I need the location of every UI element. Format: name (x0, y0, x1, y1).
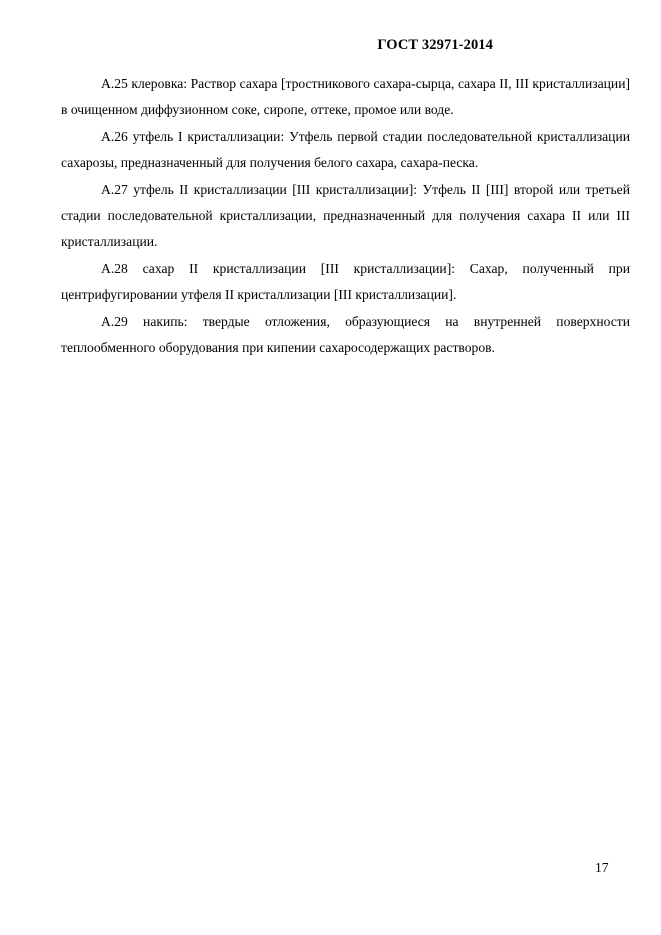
paragraph-text: утфель II кристаллизации [III кристаллизации]: Утфель II [III] второй или третьей стадии последовательной кристаллизации, предназначенный для получения сахара II или III кристаллизации. (61, 181, 630, 250)
paragraph-text: утфель I кристаллизации: Утфель первой стадии последовательной кристаллизации сахарозы, предназначенный для получения белого сахара, сахара-песка. (61, 128, 630, 171)
paragraph-a27 (61, 177, 630, 256)
paragraph-a26 (61, 124, 630, 177)
document-body (61, 71, 630, 361)
paragraph-number: А.26 (101, 128, 128, 144)
paragraph-a28 (61, 256, 630, 309)
paragraph-a29 (61, 309, 630, 362)
paragraph-text: клеровка: Раствор сахара [тростникового сахара-сырца, сахара II, III кристаллизации] в очищенном диффузионном соке, сиропе, оттеке, промое или воде. (61, 76, 630, 118)
document-code-header: ГОСТ 32971-2014 (377, 37, 493, 53)
page-number: 17 (595, 860, 609, 875)
paragraph-a25 (61, 71, 630, 124)
paragraph-text: накипь: твердые отложения, образующиеся на внутренней поверхности теплообменного оборудования при кипении сахаросодержащих растворов. (61, 313, 630, 356)
paragraph-number: А.25 (101, 76, 128, 91)
paragraph-text: сахар II кристаллизации [III кристаллизации]: Сахар, полученный при центрифугировании утфеля II кристаллизации [III кристаллизации]. (61, 260, 630, 303)
paragraph-number: А.28 (101, 260, 128, 276)
paragraph-number: А.27 (101, 181, 128, 197)
paragraph-number: А.29 (101, 313, 128, 329)
